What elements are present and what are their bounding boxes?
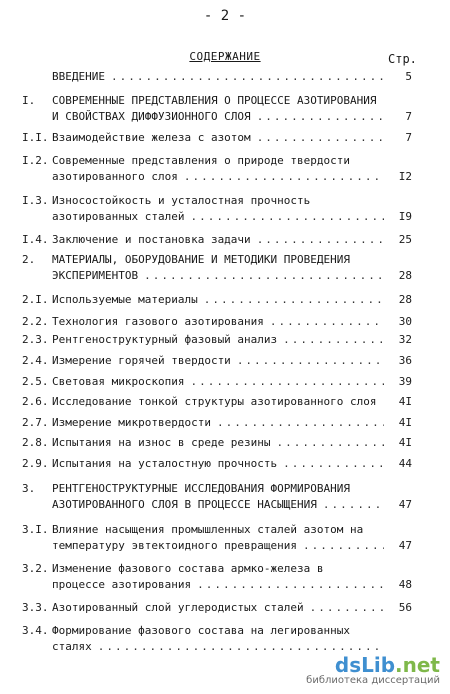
toc-entry-page: 32	[398, 333, 412, 346]
toc-entry-number: I.4.	[22, 233, 49, 246]
toc-entry	[22, 315, 412, 331]
page-number: - 2 -	[203, 8, 247, 24]
toc-entry-page: 47	[398, 539, 412, 552]
toc-entry-line	[22, 539, 412, 555]
toc-entry-title: СОВРЕМЕННЫЕ ПРЕДСТАВЛЕНИЯ О ПРОЦЕССЕ АЗОТИРОВАНИЯ	[52, 94, 377, 107]
toc-entry	[22, 131, 412, 147]
toc-entry-number: 2.6.	[22, 395, 49, 408]
toc-entry	[22, 482, 412, 514]
dot-leader	[277, 436, 384, 449]
watermark-logo: dsLib.net	[334, 653, 440, 677]
toc-entry-line	[22, 498, 412, 514]
toc-entry-line	[22, 601, 412, 617]
toc-entry	[22, 436, 412, 452]
toc-entry-number: 2.2.	[22, 315, 49, 328]
toc-entry-page: 7	[405, 110, 412, 123]
dot-leader	[197, 578, 384, 591]
toc-entry-number: 2.3.	[22, 333, 49, 346]
toc-entry	[22, 375, 412, 391]
toc-entry-line	[22, 562, 412, 578]
dot-leader	[237, 354, 384, 367]
toc-entry-line	[22, 578, 412, 594]
toc-entry-line	[22, 375, 412, 391]
toc-entry	[22, 562, 412, 594]
toc-entry-number: I.	[22, 94, 36, 107]
toc-entry-title: Формирование фазового состава на легированных	[52, 624, 351, 637]
toc-entry-number: 2.7.	[22, 416, 49, 429]
toc-entry-line	[22, 170, 412, 186]
toc-entry-line	[22, 395, 412, 411]
toc-entry-page: 4I	[398, 436, 412, 449]
toc-entry-line	[22, 482, 412, 498]
toc-entry-number: 3.3.	[22, 601, 49, 614]
toc-entry	[22, 624, 412, 656]
toc-entry-page: 44	[398, 457, 412, 470]
toc-entry-number: 3.I.	[22, 523, 49, 536]
toc-entry-number: 2.8.	[22, 436, 49, 449]
toc-entry-line	[22, 293, 412, 309]
toc-entry	[22, 253, 412, 285]
toc-entry-title: Испытания на усталостную прочность	[52, 457, 278, 470]
dot-leader	[310, 601, 384, 614]
toc-entry-title: МАТЕРИАЛЫ, ОБОРУДОВАНИЕ И МЕТОДИКИ ПРОВЕДЕНИЯ	[52, 253, 351, 266]
toc-entry-number: 2.I.	[22, 293, 49, 306]
toc-entry-title: ВВЕДЕНИЕ	[52, 70, 105, 83]
watermark	[306, 653, 440, 686]
toc-entry	[22, 70, 412, 86]
toc-entry-title: сталях	[52, 640, 92, 653]
toc-entry-title: Заключение и постановка задачи	[52, 233, 251, 246]
dot-leader	[257, 110, 384, 123]
toc-entry-title: ЭКСПЕРИМЕНТОВ	[52, 269, 139, 282]
toc-entry-title: азотированного слоя	[52, 170, 178, 183]
dot-leader	[383, 395, 384, 408]
toc-entry-page: 30	[398, 315, 412, 328]
toc-entry-title: Влияние насыщения промышленных сталей азотом на	[52, 523, 364, 536]
dot-leader	[283, 457, 384, 470]
toc-entry-line	[22, 110, 412, 126]
toc-entry-title: Измерение микротвердости	[52, 416, 211, 429]
toc-entry	[22, 601, 412, 617]
toc-entry	[22, 154, 412, 186]
toc-entry-line	[22, 194, 412, 210]
toc-entry-page: 25	[398, 233, 412, 246]
dot-leader	[283, 333, 384, 346]
toc-title: СОДЕРЖАНИЕ	[189, 50, 261, 63]
toc-entry-line	[22, 333, 412, 349]
toc-entry-title: И СВОЙСТВАХ ДИФФУЗИОННОГО СЛОЯ	[52, 110, 251, 123]
toc-entry-title: Изменение фазового состава армко-железа в	[52, 562, 324, 575]
toc-entry	[22, 194, 412, 226]
watermark-subtitle: библиотека диссертаций	[306, 675, 440, 686]
toc-entry-number: 3.2.	[22, 562, 49, 575]
dot-leader	[184, 170, 384, 183]
toc-entry-line	[22, 436, 412, 452]
toc-entry-line	[22, 233, 412, 249]
toc-entry-title: Испытания на износ в среде резины	[52, 436, 271, 449]
toc-entry-title: Рентгеноструктурный фазовый анализ	[52, 333, 278, 346]
toc-entry-line	[22, 269, 412, 285]
toc-entry-number: I.3.	[22, 194, 49, 207]
toc-entry	[22, 395, 412, 411]
toc-entry-title: Азотированный слой углеродистых сталей	[52, 601, 304, 614]
dot-leader	[257, 233, 384, 246]
toc-entry-page: 47	[398, 498, 412, 511]
toc-entry-page: 39	[398, 375, 412, 388]
toc-entry-line	[22, 523, 412, 539]
toc-entry-line	[22, 70, 412, 86]
toc-entry-title: АЗОТИРОВАННОГО СЛОЯ В ПРОЦЕССЕ НАСЫЩЕНИЯ	[52, 498, 317, 511]
toc-entry	[22, 523, 412, 555]
dot-leader	[257, 131, 384, 144]
toc-entry-line	[22, 624, 412, 640]
toc-entry-line	[22, 416, 412, 432]
toc-entry-number: 2.9.	[22, 457, 49, 470]
toc-entry-number: 3.	[22, 482, 36, 495]
toc-entry	[22, 354, 412, 370]
toc-entry-number: 2.5.	[22, 375, 49, 388]
toc-entry-number: I.I.	[22, 131, 49, 144]
toc-entry-number: 2.4.	[22, 354, 49, 367]
toc-entry-number: I.2.	[22, 154, 49, 167]
dot-leader	[204, 293, 384, 306]
toc-entry-line	[22, 154, 412, 170]
toc-entry-page: 36	[398, 354, 412, 367]
dot-leader	[270, 315, 384, 328]
toc-entry-page: 48	[398, 578, 412, 591]
toc-entry-page: 5	[405, 70, 412, 83]
toc-entry-title: процессе азотирования	[52, 578, 192, 591]
toc-entry-page: I2	[398, 170, 412, 183]
dot-leader	[144, 269, 384, 282]
dot-leader	[303, 539, 384, 552]
toc-entry-title: Измерение горячей твердости	[52, 354, 231, 367]
toc-entry-page: 28	[398, 269, 412, 282]
toc-entry-page: 28	[398, 293, 412, 306]
toc-entry-line	[22, 94, 412, 110]
dot-leader	[323, 498, 384, 511]
toc-entry-title: температуру эвтектоидного превращения	[52, 539, 298, 552]
toc-entry	[22, 94, 412, 126]
toc-entry	[22, 416, 412, 432]
toc-entry-line	[22, 210, 412, 226]
dot-leader	[190, 375, 384, 388]
toc-entry-title: Взаимодействие железа с азотом	[52, 131, 251, 144]
toc-entry-title: Технология газового азотирования	[52, 315, 264, 328]
toc-entry-line	[22, 315, 412, 331]
toc-entry-title: РЕНТГЕНОСТРУКТУРНЫЕ ИССЛЕДОВАНИЯ ФОРМИРОВАНИЯ	[52, 482, 351, 495]
toc-entry-title: азотированных сталей	[52, 210, 185, 223]
toc-entry-number: 3.4.	[22, 624, 49, 637]
toc-entry	[22, 333, 412, 349]
toc-entry-line	[22, 131, 412, 147]
toc-entry-page: 4I	[398, 395, 412, 408]
toc-entry-title: Используемые материалы	[52, 293, 198, 306]
page-column-label: Стр.	[388, 52, 417, 66]
toc-entry-page: 7	[405, 131, 412, 144]
dot-leader	[98, 640, 384, 653]
toc-entry	[22, 293, 412, 309]
toc-entry-page: I9	[398, 210, 412, 223]
dot-leader	[111, 70, 384, 83]
toc-entry-line	[22, 457, 412, 473]
toc-entry-page: 56	[398, 601, 412, 614]
toc-entry-title: Исследование тонкой структуры азотированного слоя	[52, 395, 377, 408]
toc-entry-page: 4I	[398, 416, 412, 429]
dot-leader	[190, 210, 384, 223]
toc-entry-title: Износостойкость и усталостная прочность	[52, 194, 311, 207]
toc-entry-line	[22, 354, 412, 370]
toc-entry-number: 2.	[22, 253, 36, 266]
toc-entry-title: Световая микроскопия	[52, 375, 185, 388]
dot-leader	[217, 416, 384, 429]
toc-entry-title: Современные представления о природе твердости	[52, 154, 351, 167]
toc-entry	[22, 457, 412, 473]
toc-entry	[22, 233, 412, 249]
toc-entry-line	[22, 253, 412, 269]
